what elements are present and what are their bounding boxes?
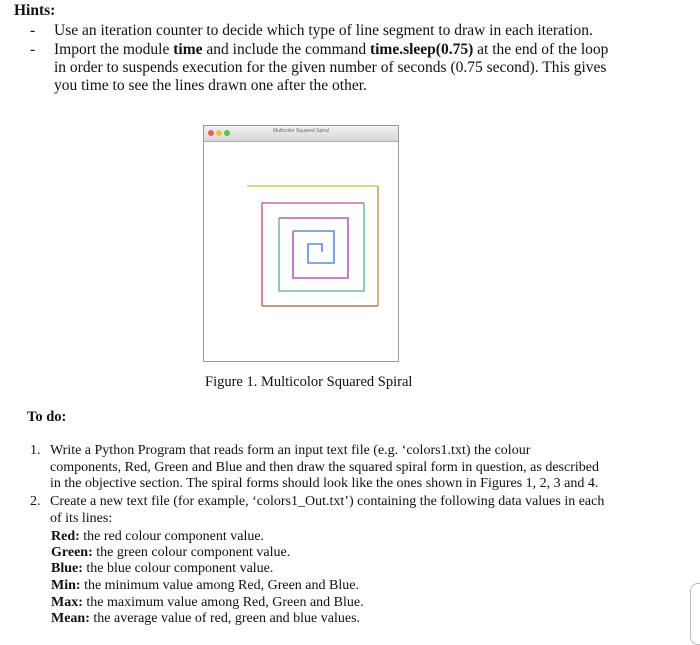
hint-line: in order to suspends execution for the given number of seconds (0.75 second). This gives <box>54 59 607 76</box>
hint-text: Use an iteration counter to decide which type of line segment to draw in each iteration. <box>54 22 593 39</box>
hint-text: at the end of the loop <box>473 41 609 58</box>
field-label: Min: <box>51 578 81 593</box>
figure-caption: Figure 1. Multicolor Squared Spiral <box>205 374 413 390</box>
figure-window <box>203 125 399 362</box>
field-line <box>51 578 359 594</box>
field-line <box>51 529 264 545</box>
item-number: 2. <box>30 494 41 509</box>
field-line <box>51 545 290 561</box>
todo-heading: To do: <box>27 409 67 425</box>
field-desc: the red colour component value. <box>79 529 265 544</box>
item-line: of its lines: <box>50 510 113 526</box>
field-label: Green: <box>51 545 93 560</box>
item-line: components, Red, Green and Blue and then draw the squared spiral form in question, as described <box>50 459 599 475</box>
item-number: 1. <box>30 443 41 458</box>
item-line: Write a Python Program that reads form an input text file (e.g. ‘colors1.txt) the colour <box>50 443 531 458</box>
hint-line: you time to see the lines drawn one after the other. <box>54 77 367 94</box>
field-label: Red: <box>51 529 80 544</box>
field-line <box>51 611 360 627</box>
item-line: in the objective section. The spiral forms should look like the ones shown in Figures 1, 2, 3 and 4. <box>50 476 599 491</box>
hint-text: Import the module <box>54 41 174 58</box>
hint-text: and include the command <box>202 41 370 58</box>
field-desc: the blue colour component value. <box>82 561 274 576</box>
spiral-segment <box>279 218 348 278</box>
hint-line <box>54 41 674 59</box>
command-name: time.sleep(0.75) <box>369 41 474 58</box>
field-desc: the maximum value among Red, Green and Blue. <box>82 595 364 610</box>
field-label: Blue: <box>51 561 83 576</box>
scroll-handle[interactable] <box>690 583 700 645</box>
spiral-segment <box>293 231 334 263</box>
item-line: Create a new text file (for example, ‘colors1_Out.txt’) containing the following data values in each <box>50 494 605 509</box>
field-label: Max: <box>51 595 83 610</box>
field-desc: the green colour component value. <box>92 545 291 560</box>
hints-heading: Hints: <box>14 2 56 19</box>
field-desc: the average value of red, green and blue values. <box>89 611 361 626</box>
module-name: time <box>173 41 203 58</box>
field-label: Mean: <box>51 611 90 626</box>
bullet-dash: - <box>30 22 36 39</box>
window-title: Multicolor Squared Spiral <box>273 128 329 134</box>
field-line <box>51 561 273 577</box>
field-desc: the minimum value among Red, Green and Blue. <box>80 578 359 593</box>
bullet-dash: - <box>30 41 36 58</box>
spiral-canvas <box>204 126 398 361</box>
field-line <box>51 595 364 611</box>
